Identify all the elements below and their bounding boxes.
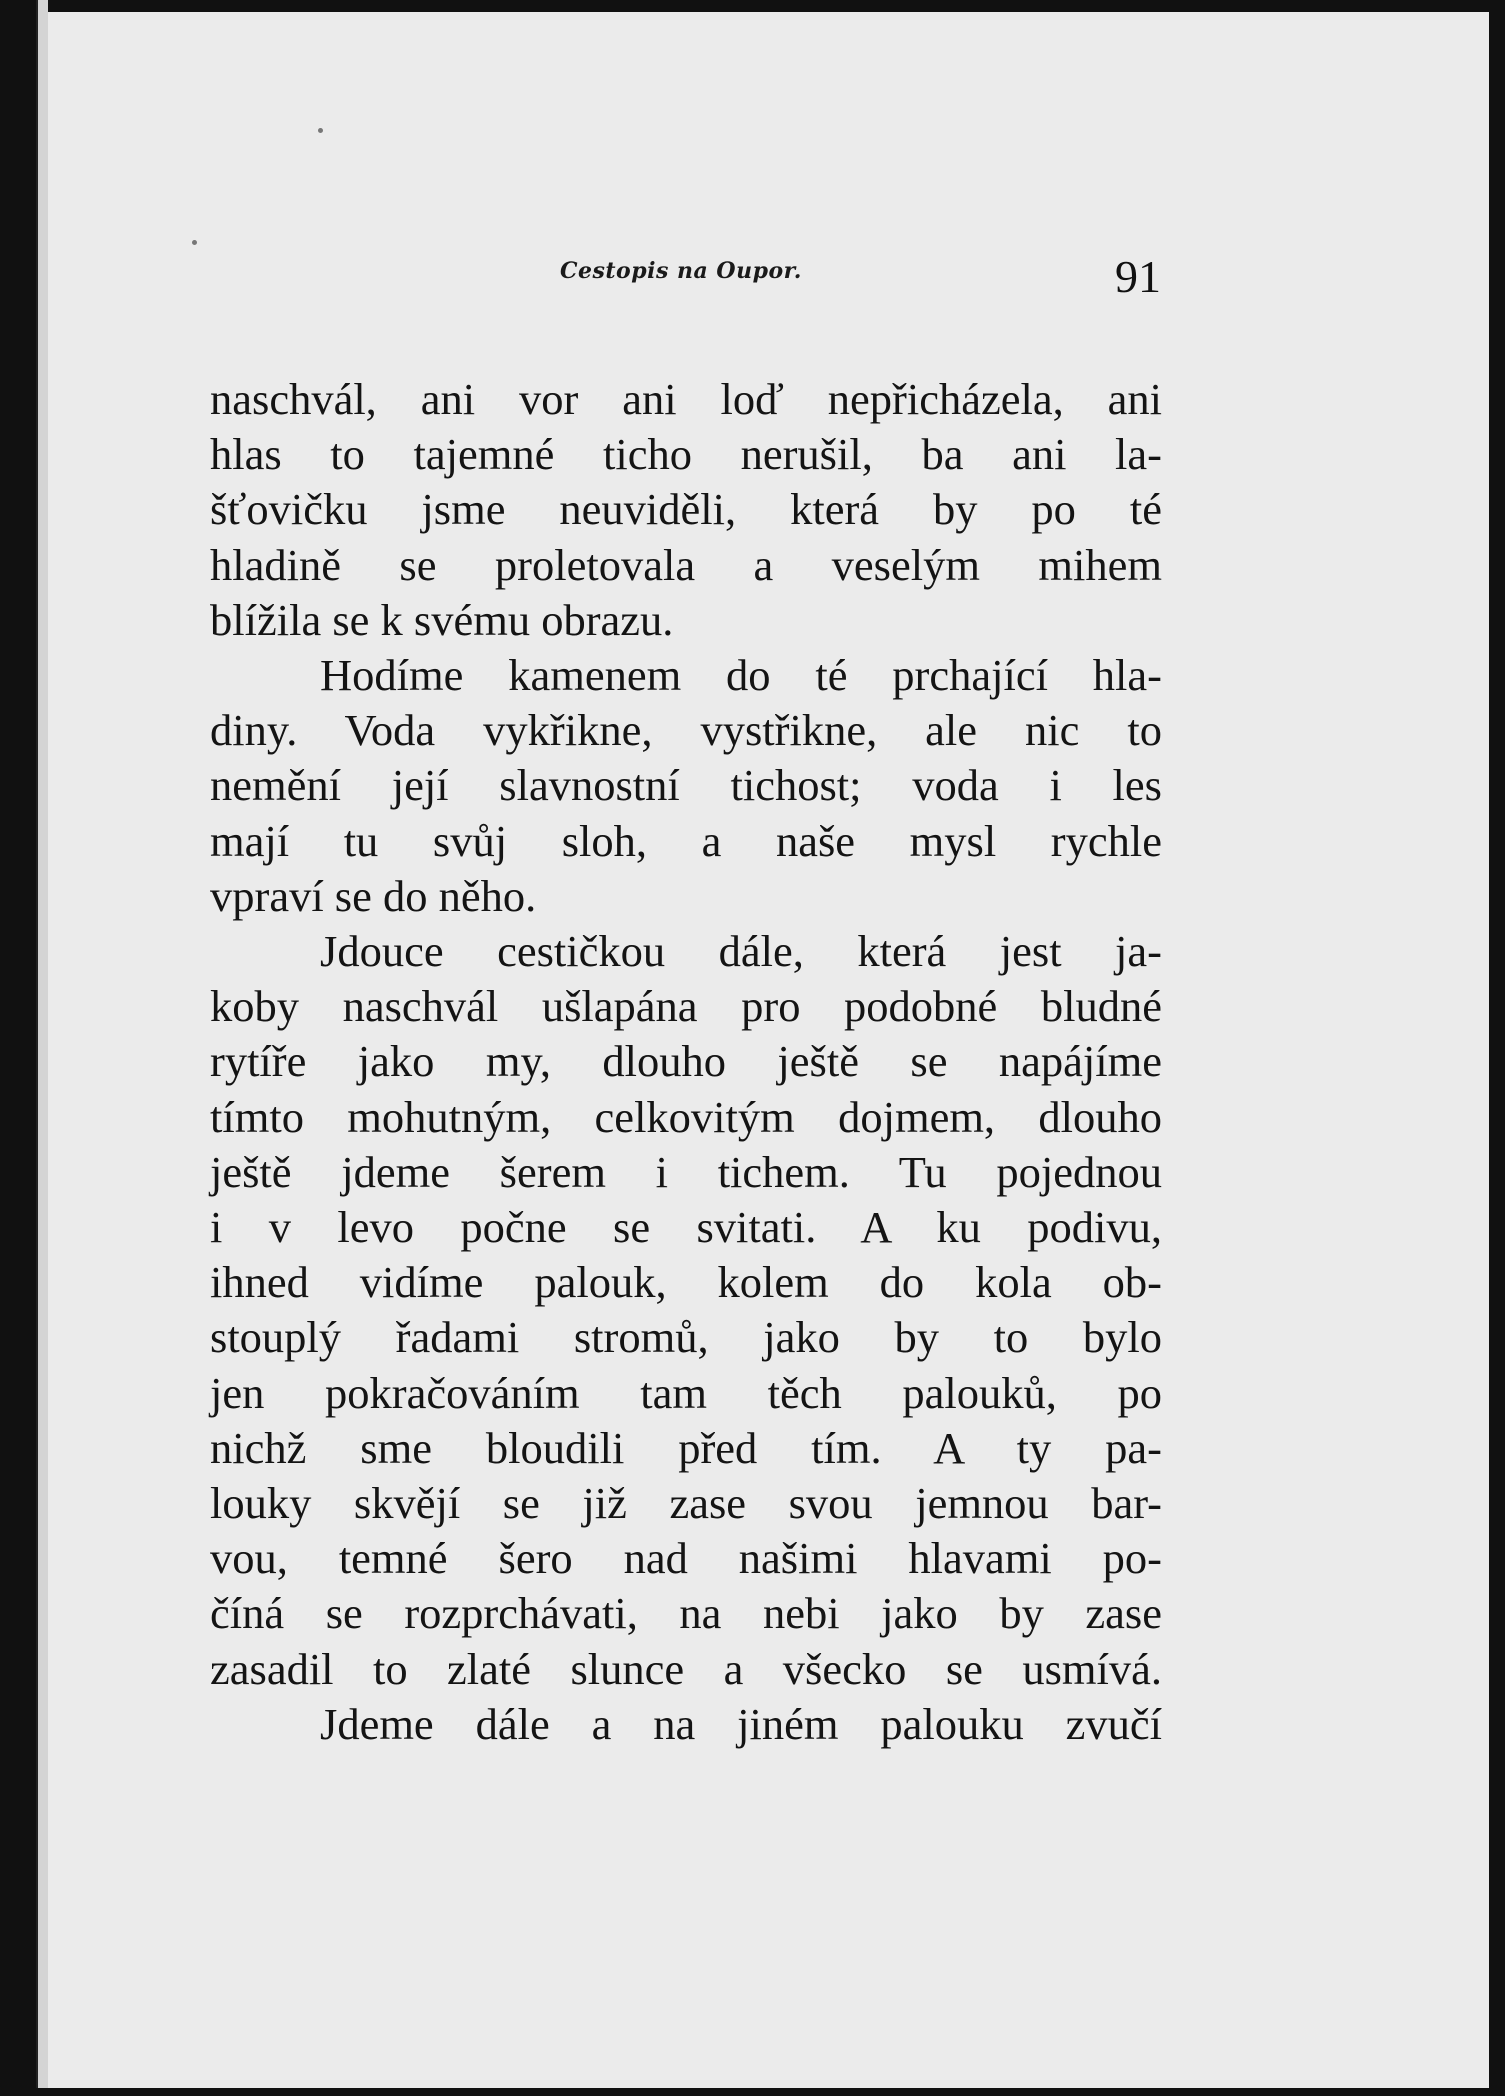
text-line: diny. Voda vykřikne, vystřikne, ale nic to — [210, 705, 1162, 756]
text-line: stouplý řadami stromů, jako by to bylo — [210, 1312, 1162, 1363]
scan-right-border — [1489, 0, 1505, 2096]
text-line: nemění její slavnostní tichost; voda i les — [210, 760, 1162, 811]
body-text — [210, 372, 1162, 1752]
text-line: rytíře jako my, dlouho ještě se napájíme — [210, 1036, 1162, 1087]
text-line: jen pokračováním tam těch palouků, po — [210, 1367, 1162, 1418]
text-line: ještě jdeme šerem i tichem. Tu pojednou — [210, 1146, 1162, 1197]
page-number: 91 — [1115, 251, 1161, 302]
text-line: Hodíme kamenem do té prchající hla- — [320, 650, 1162, 701]
text-line: hlas to tajemné ticho nerušil, ba ani la- — [210, 429, 1162, 480]
text-line: vou, temné šero nad našimi hlavami po- — [210, 1533, 1162, 1584]
text-line: šťovičku jsme neuviděli, která by po té — [210, 484, 1162, 535]
text-line: blížila se k svému obrazu. — [210, 594, 674, 645]
text-line: tímto mohutným, celkovitým dojmem, dlouho — [210, 1091, 1162, 1142]
text-line: koby naschvál ušlapána pro podobné bludné — [210, 981, 1162, 1032]
text-line: hladině se proletovala a veselým mihem — [210, 539, 1162, 590]
text-line: louky skvějí se již zase svou jemnou bar- — [210, 1478, 1162, 1529]
page-gutter — [36, 0, 48, 2096]
dust-speck — [192, 240, 197, 245]
text-line: Jdeme dále a na jiném palouku zvučí — [320, 1698, 1162, 1749]
text-line: mají tu svůj sloh, a naše mysl rychle — [210, 815, 1162, 866]
scan-top-border — [0, 0, 1505, 12]
dust-speck — [318, 128, 323, 133]
text-line: ihned vidíme palouk, kolem do kola ob- — [210, 1257, 1162, 1308]
text-line: Jdouce cestičkou dále, která jest ja- — [320, 926, 1162, 977]
scan-bottom-border — [0, 2088, 1505, 2096]
text-line: nichž sme bloudili před tím. A ty pa- — [210, 1422, 1162, 1473]
text-line: naschvál, ani vor ani loď nepřicházela, ani — [210, 374, 1162, 424]
text-line: zasadil to zlaté slunce a všecko se usmívá. — [210, 1643, 1162, 1694]
text-line: číná se rozprchávati, na nebi jako by zase — [210, 1588, 1162, 1639]
running-head: Cestopis na Oupor. — [560, 258, 802, 284]
text-line: vpraví se do něho. — [210, 870, 537, 921]
text-line: i v levo počne se svitati. A ku podivu, — [210, 1202, 1162, 1253]
